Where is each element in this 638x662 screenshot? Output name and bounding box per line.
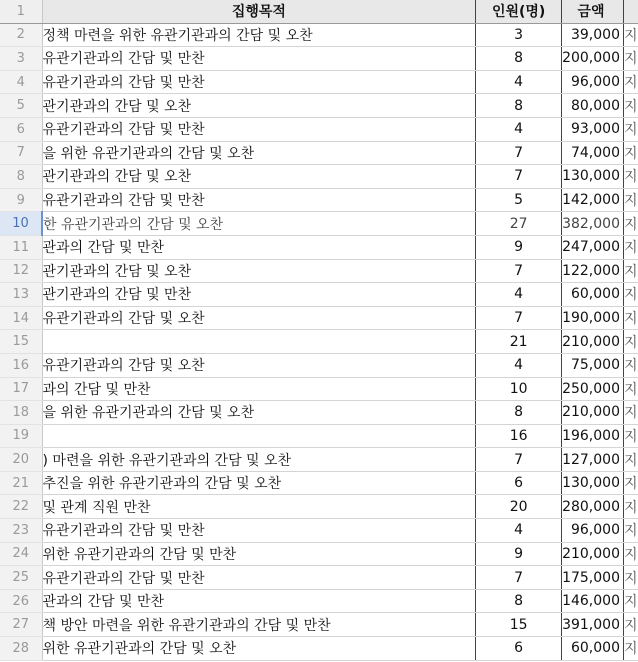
cell-people[interactable]: 7 bbox=[476, 566, 562, 590]
row-header[interactable]: 2 bbox=[0, 23, 42, 47]
table-row bbox=[0, 519, 638, 543]
cell-next-column[interactable]: 지 bbox=[623, 401, 638, 425]
table-row bbox=[0, 141, 638, 165]
table-row bbox=[0, 94, 638, 118]
cell-amount[interactable]: 142,000 bbox=[562, 188, 624, 212]
cell-purpose[interactable]: ) 마련을 위한 유관기관과의 간담 및 오찬 bbox=[42, 448, 476, 472]
cell-people[interactable]: 8 bbox=[476, 47, 562, 71]
cell-purpose[interactable]: 관기관과의 간담 및 오찬 bbox=[42, 94, 476, 118]
table-row bbox=[0, 188, 638, 212]
cell-people[interactable]: 7 bbox=[476, 448, 562, 472]
row-header[interactable]: 24 bbox=[0, 542, 42, 566]
table-row bbox=[0, 401, 638, 425]
cell-amount[interactable]: 247,000 bbox=[562, 235, 624, 259]
row-header[interactable]: 11 bbox=[0, 235, 42, 259]
cell-purpose[interactable]: 관기관과의 간담 및 오찬 bbox=[42, 165, 476, 189]
cell-amount[interactable]: 391,000 bbox=[562, 613, 624, 637]
cell-next-column[interactable]: 지 bbox=[623, 165, 638, 189]
row-header[interactable]: 16 bbox=[0, 353, 42, 377]
cell-purpose[interactable]: 위한 유관기관과의 간담 및 오찬 bbox=[42, 637, 476, 661]
cell-amount[interactable]: 196,000 bbox=[562, 424, 624, 448]
cell-purpose[interactable]: 및 관계 직원 만찬 bbox=[42, 495, 476, 519]
table-row bbox=[0, 353, 638, 377]
cell-amount[interactable]: 250,000 bbox=[562, 377, 624, 401]
cell-people[interactable]: 15 bbox=[476, 613, 562, 637]
row-header[interactable]: 6 bbox=[0, 117, 42, 141]
row-header[interactable]: 1 bbox=[0, 0, 42, 23]
row-header[interactable]: 27 bbox=[0, 613, 42, 637]
table-row bbox=[0, 448, 638, 472]
cell-amount[interactable]: 127,000 bbox=[562, 448, 624, 472]
cell-amount[interactable]: 146,000 bbox=[562, 589, 624, 613]
cell-purpose[interactable]: 관기관과의 간담 및 만찬 bbox=[42, 283, 476, 307]
table-row bbox=[0, 212, 638, 236]
cell-amount[interactable]: 96,000 bbox=[562, 70, 624, 94]
row-header[interactable]: 21 bbox=[0, 471, 42, 495]
cell-amount[interactable]: 74,000 bbox=[562, 141, 624, 165]
row-header[interactable]: 17 bbox=[0, 377, 42, 401]
table-row bbox=[0, 235, 638, 259]
row-header[interactable]: 20 bbox=[0, 448, 42, 472]
cell-next-column[interactable]: 지 bbox=[623, 23, 638, 47]
row-header[interactable]: 22 bbox=[0, 495, 42, 519]
row-header[interactable]: 25 bbox=[0, 566, 42, 590]
table-row bbox=[0, 165, 638, 189]
cell-next-column[interactable]: 지 bbox=[623, 353, 638, 377]
cell-amount[interactable]: 175,000 bbox=[562, 566, 624, 590]
cell-purpose[interactable]: 을 위한 유관기관과의 간담 및 오찬 bbox=[42, 401, 476, 425]
row-header[interactable]: 23 bbox=[0, 519, 42, 543]
cell-amount[interactable]: 190,000 bbox=[562, 306, 624, 330]
cell-purpose[interactable]: 유관기관과의 간담 및 만찬 bbox=[42, 566, 476, 590]
cell-purpose[interactable]: 과의 간담 및 만찬 bbox=[42, 377, 476, 401]
row-header[interactable]: 7 bbox=[0, 141, 42, 165]
cell-next-column[interactable]: 지 bbox=[623, 47, 638, 71]
table-row bbox=[0, 377, 638, 401]
cell-next-column[interactable]: 지 bbox=[623, 495, 638, 519]
cell-purpose[interactable]: 유관기관과의 간담 및 만찬 bbox=[42, 70, 476, 94]
column-header-people[interactable]: 인원(명) bbox=[476, 0, 562, 23]
table-row bbox=[0, 259, 638, 283]
cell-next-column[interactable]: 지 bbox=[623, 377, 638, 401]
cell-amount[interactable]: 60,000 bbox=[562, 283, 624, 307]
table-row bbox=[0, 613, 638, 637]
cell-purpose[interactable]: 관기관과의 간담 및 오찬 bbox=[42, 259, 476, 283]
cell-next-column[interactable]: 지 bbox=[623, 188, 638, 212]
cell-people[interactable]: 4 bbox=[476, 353, 562, 377]
cell-people[interactable]: 10 bbox=[476, 377, 562, 401]
cell-people[interactable]: 7 bbox=[476, 306, 562, 330]
table-row bbox=[0, 23, 638, 47]
table-row bbox=[0, 117, 638, 141]
cell-purpose[interactable]: 유관기관과의 간담 및 만찬 bbox=[42, 188, 476, 212]
row-header[interactable]: 28 bbox=[0, 637, 42, 661]
cell-next-column[interactable]: 지 bbox=[623, 448, 638, 472]
cell-people[interactable]: 4 bbox=[476, 70, 562, 94]
cell-people[interactable]: 4 bbox=[476, 519, 562, 543]
cell-amount[interactable]: 200,000 bbox=[562, 47, 624, 71]
row-header[interactable]: 19 bbox=[0, 424, 42, 448]
row-header[interactable]: 14 bbox=[0, 306, 42, 330]
cell-next-column[interactable]: 지 bbox=[623, 141, 638, 165]
cell-amount[interactable]: 210,000 bbox=[562, 330, 624, 354]
cell-amount[interactable]: 210,000 bbox=[562, 401, 624, 425]
cell-next-column[interactable]: 지 bbox=[623, 94, 638, 118]
cell-purpose[interactable]: 유관기관과의 간담 및 오찬 bbox=[42, 306, 476, 330]
cell-next-column[interactable]: 지 bbox=[623, 212, 638, 236]
cell-people[interactable]: 21 bbox=[476, 330, 562, 354]
row-header[interactable]: 4 bbox=[0, 70, 42, 94]
row-header[interactable]: 13 bbox=[0, 283, 42, 307]
cell-next-column[interactable]: 지 bbox=[623, 566, 638, 590]
cell-people[interactable]: 5 bbox=[476, 188, 562, 212]
cell-purpose[interactable]: 관과의 간담 및 만찬 bbox=[42, 235, 476, 259]
cell-purpose[interactable]: 유관기관과의 간담 및 만찬 bbox=[42, 117, 476, 141]
cell-amount[interactable]: 280,000 bbox=[562, 495, 624, 519]
cell-purpose[interactable]: 추진을 위한 유관기관과의 간담 및 오찬 bbox=[42, 471, 476, 495]
cell-next-column[interactable]: 지 bbox=[623, 589, 638, 613]
cell-amount[interactable]: 382,000 bbox=[562, 212, 624, 236]
cell-people[interactable]: 8 bbox=[476, 589, 562, 613]
cell-people[interactable]: 3 bbox=[476, 23, 562, 47]
cell-amount[interactable]: 130,000 bbox=[562, 165, 624, 189]
cell-next-column[interactable]: 지 bbox=[623, 637, 638, 661]
cell-purpose[interactable]: 정책 마련을 위한 유관기관과의 간담 및 오찬 bbox=[42, 23, 476, 47]
cell-people[interactable]: 7 bbox=[476, 141, 562, 165]
cell-amount[interactable]: 80,000 bbox=[562, 94, 624, 118]
cell-people[interactable]: 6 bbox=[476, 637, 562, 661]
row-header[interactable]: 5 bbox=[0, 94, 42, 118]
column-header-next[interactable] bbox=[623, 0, 638, 23]
cell-next-column[interactable]: 지 bbox=[623, 235, 638, 259]
cell-people[interactable]: 6 bbox=[476, 471, 562, 495]
table-row bbox=[0, 424, 638, 448]
table-row bbox=[0, 471, 638, 495]
cell-amount[interactable]: 60,000 bbox=[562, 637, 624, 661]
cell-purpose[interactable]: 책 방안 마련을 위한 유관기관과의 간담 및 만찬 bbox=[42, 613, 476, 637]
cell-people[interactable]: 8 bbox=[476, 94, 562, 118]
cell-next-column[interactable]: 지 bbox=[623, 424, 638, 448]
cell-people[interactable]: 16 bbox=[476, 424, 562, 448]
cell-next-column[interactable]: 지 bbox=[623, 613, 638, 637]
row-header[interactable]: 26 bbox=[0, 589, 42, 613]
cell-people[interactable]: 8 bbox=[476, 401, 562, 425]
cell-people[interactable]: 7 bbox=[476, 259, 562, 283]
row-header[interactable]: 10 bbox=[0, 212, 42, 236]
cell-purpose[interactable]: 유관기관과의 간담 및 오찬 bbox=[42, 353, 476, 377]
cell-people[interactable]: 9 bbox=[476, 542, 562, 566]
table-row bbox=[0, 306, 638, 330]
cell-next-column[interactable]: 지 bbox=[623, 471, 638, 495]
cell-people[interactable]: 4 bbox=[476, 283, 562, 307]
cell-amount[interactable]: 39,000 bbox=[562, 23, 624, 47]
row-header[interactable]: 12 bbox=[0, 259, 42, 283]
table-row bbox=[0, 637, 638, 661]
cell-next-column[interactable]: 지 bbox=[623, 519, 638, 543]
cell-purpose[interactable]: 한 유관기관과의 간담 및 오찬 bbox=[42, 212, 476, 236]
cell-next-column[interactable]: 지 bbox=[623, 306, 638, 330]
table-row bbox=[0, 495, 638, 519]
table-row bbox=[0, 47, 638, 71]
cell-next-column[interactable]: 지 bbox=[623, 283, 638, 307]
cell-next-column[interactable]: 지 bbox=[623, 70, 638, 94]
cell-people[interactable]: 20 bbox=[476, 495, 562, 519]
cell-amount[interactable]: 96,000 bbox=[562, 519, 624, 543]
table-row bbox=[0, 70, 638, 94]
cell-next-column[interactable]: 지 bbox=[623, 542, 638, 566]
cell-next-column[interactable]: 지 bbox=[623, 259, 638, 283]
cell-amount[interactable]: 122,000 bbox=[562, 259, 624, 283]
row-header[interactable]: 15 bbox=[0, 330, 42, 354]
table-row bbox=[0, 542, 638, 566]
table-row bbox=[0, 330, 638, 354]
cell-people[interactable]: 27 bbox=[476, 212, 562, 236]
cell-people[interactable]: 7 bbox=[476, 165, 562, 189]
cell-purpose[interactable]: 을 위한 유관기관과의 간담 및 오찬 bbox=[42, 141, 476, 165]
cell-people[interactable]: 9 bbox=[476, 235, 562, 259]
cell-purpose[interactable] bbox=[42, 424, 476, 448]
cell-amount[interactable]: 210,000 bbox=[562, 542, 624, 566]
header-row bbox=[0, 0, 638, 23]
cell-purpose[interactable]: 유관기관과의 간담 및 만찬 bbox=[42, 47, 476, 71]
table-row bbox=[0, 283, 638, 307]
cell-purpose[interactable]: 유관기관과의 간담 및 만찬 bbox=[42, 519, 476, 543]
cell-purpose[interactable] bbox=[42, 330, 476, 354]
column-header-purpose[interactable]: 집행목적 bbox=[42, 0, 476, 23]
table-row bbox=[0, 589, 638, 613]
cell-amount[interactable]: 75,000 bbox=[562, 353, 624, 377]
row-header[interactable]: 8 bbox=[0, 165, 42, 189]
row-header[interactable]: 3 bbox=[0, 47, 42, 71]
cell-next-column[interactable]: 지 bbox=[623, 330, 638, 354]
row-header[interactable]: 18 bbox=[0, 401, 42, 425]
row-header[interactable]: 9 bbox=[0, 188, 42, 212]
cell-purpose[interactable]: 위한 유관기관과의 간담 및 만찬 bbox=[42, 542, 476, 566]
cell-next-column[interactable]: 지 bbox=[623, 117, 638, 141]
column-header-amount[interactable]: 금액 bbox=[562, 0, 624, 23]
cell-purpose[interactable]: 관과의 간담 및 만찬 bbox=[42, 589, 476, 613]
table-row bbox=[0, 566, 638, 590]
cell-people[interactable]: 4 bbox=[476, 117, 562, 141]
cell-amount[interactable]: 130,000 bbox=[562, 471, 624, 495]
cell-amount[interactable]: 93,000 bbox=[562, 117, 624, 141]
